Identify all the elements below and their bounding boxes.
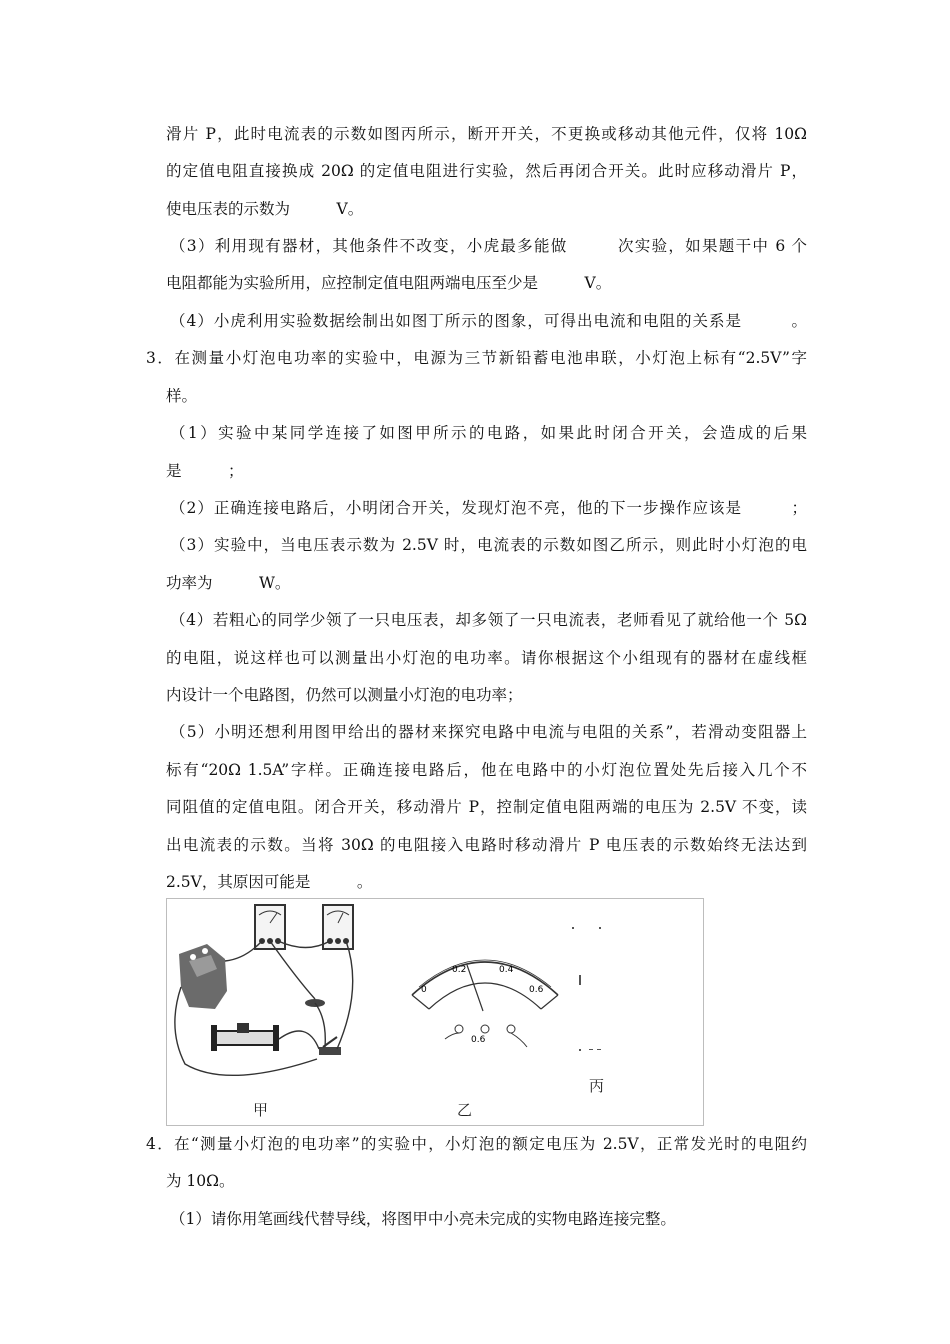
text-line-11: （2）正确连接电路后，小明闭合开关，发现灯泡不亮，他的下一步操作应该是 ； [170,499,807,517]
text-line-24: （1）请你用笔画线代替导线，将图甲中小亮未完成的实物电路连接完整。 [170,1210,676,1228]
text-line-1: 滑片 P，此时电流表的示数如图丙所示，断开开关，不更换或移动其他元件，仅将 10Ω [166,125,807,143]
text-line-3: 使电压表的示数为 V。 [166,200,364,218]
text-line-8: 样。 [166,387,198,405]
tick-06: 0.6 [529,985,544,995]
rheostat [211,1023,279,1051]
text-line-18: 标有“20Ω 1.5A”字样。正确连接电路后，他在电路中的小灯泡位置处先后接入几个不 [166,761,807,779]
tick-02: 0.2 [452,965,467,975]
text-line-2: 的定值电阻直接换成 20Ω 的定值电阻进行实验，然后再闭合开关。此时应移动滑片 P， [166,162,807,180]
ammeter-dial [412,960,558,1047]
text-line-13: 功率为 W。 [166,574,291,592]
figure-label-yi: 乙 [457,1101,473,1119]
text-line-15: 的电阻，说这样也可以测量出小灯泡的电功率。请你根据这个小组现有的器材在虚线框 [166,649,807,667]
text-line-5: 电阻都能为实验所用，应控制定值电阻两端电压至少是 V。 [166,274,612,292]
tick-04: 0.4 [499,965,514,975]
text-line-21: 2.5V，其原因可能是 。 [166,873,373,891]
figure-label-bing: 丙 [589,1077,605,1095]
text-line-19: 同阻值的定值电阻。闭合开关，移动滑片 P，控制定值电阻两端的电压为 2.5V 不变，读 [166,798,807,816]
question-4-title: 4．在“测量小灯泡的电功率”的实验中，小灯泡的额定电压为 2.5V，正常发光时的电阻约 [146,1135,807,1153]
figure-drawing [167,899,703,1125]
text-line-14: （4）若粗心的同学少领了一只电压表，却多领了一只电流表，老师看见了就给他一个 5Ω [170,611,807,629]
battery-pack [179,944,227,1009]
figure-label-jia: 甲 [253,1101,269,1119]
text-line-9: （1）实验中某同学连接了如图甲所示的电路，如果此时闭合开关，会造成的后果 [170,424,807,442]
text-line-16: 内设计一个电路图，仍然可以测量小灯泡的电功率； [166,686,523,704]
text-line-20: 出电流表的示数。当将 30Ω 的电阻接入电路时移动滑片 P 电压表的示数始终无法达到 [166,836,807,854]
text-line-6: （4）小虎利用实验数据绘制出如图丁所示的图象，可得出电流和电阻的关系是 。 [170,312,807,330]
text-line-17: （5）小明还想利用图甲给出的器材来探究电路中电流与电阻的关系”，若滑动变阻器上 [170,723,807,741]
dashed-box-marks [572,927,601,1051]
text-line-12: （3）实验中，当电压表示数为 2.5V 时，电流表的示数如图乙所示，则此时小灯泡的电 [170,536,807,554]
experiment-figure [166,898,704,1126]
tick-0: 0 [421,985,427,995]
text-line-4: （3）利用现有器材，其他条件不改变，小虎最多能做 次实验，如果题干中 6 个 [170,237,807,255]
question-3-title: 3．在测量小灯泡电功率的实验中，电源为三节新铅蓄电池串联，小灯泡上标有“2.5V”字 [146,349,807,367]
text-line-10: 是 ； [166,462,244,480]
text-line-23: 为 10Ω。 [166,1172,235,1190]
terminal-label: 0.6 [471,1035,486,1045]
